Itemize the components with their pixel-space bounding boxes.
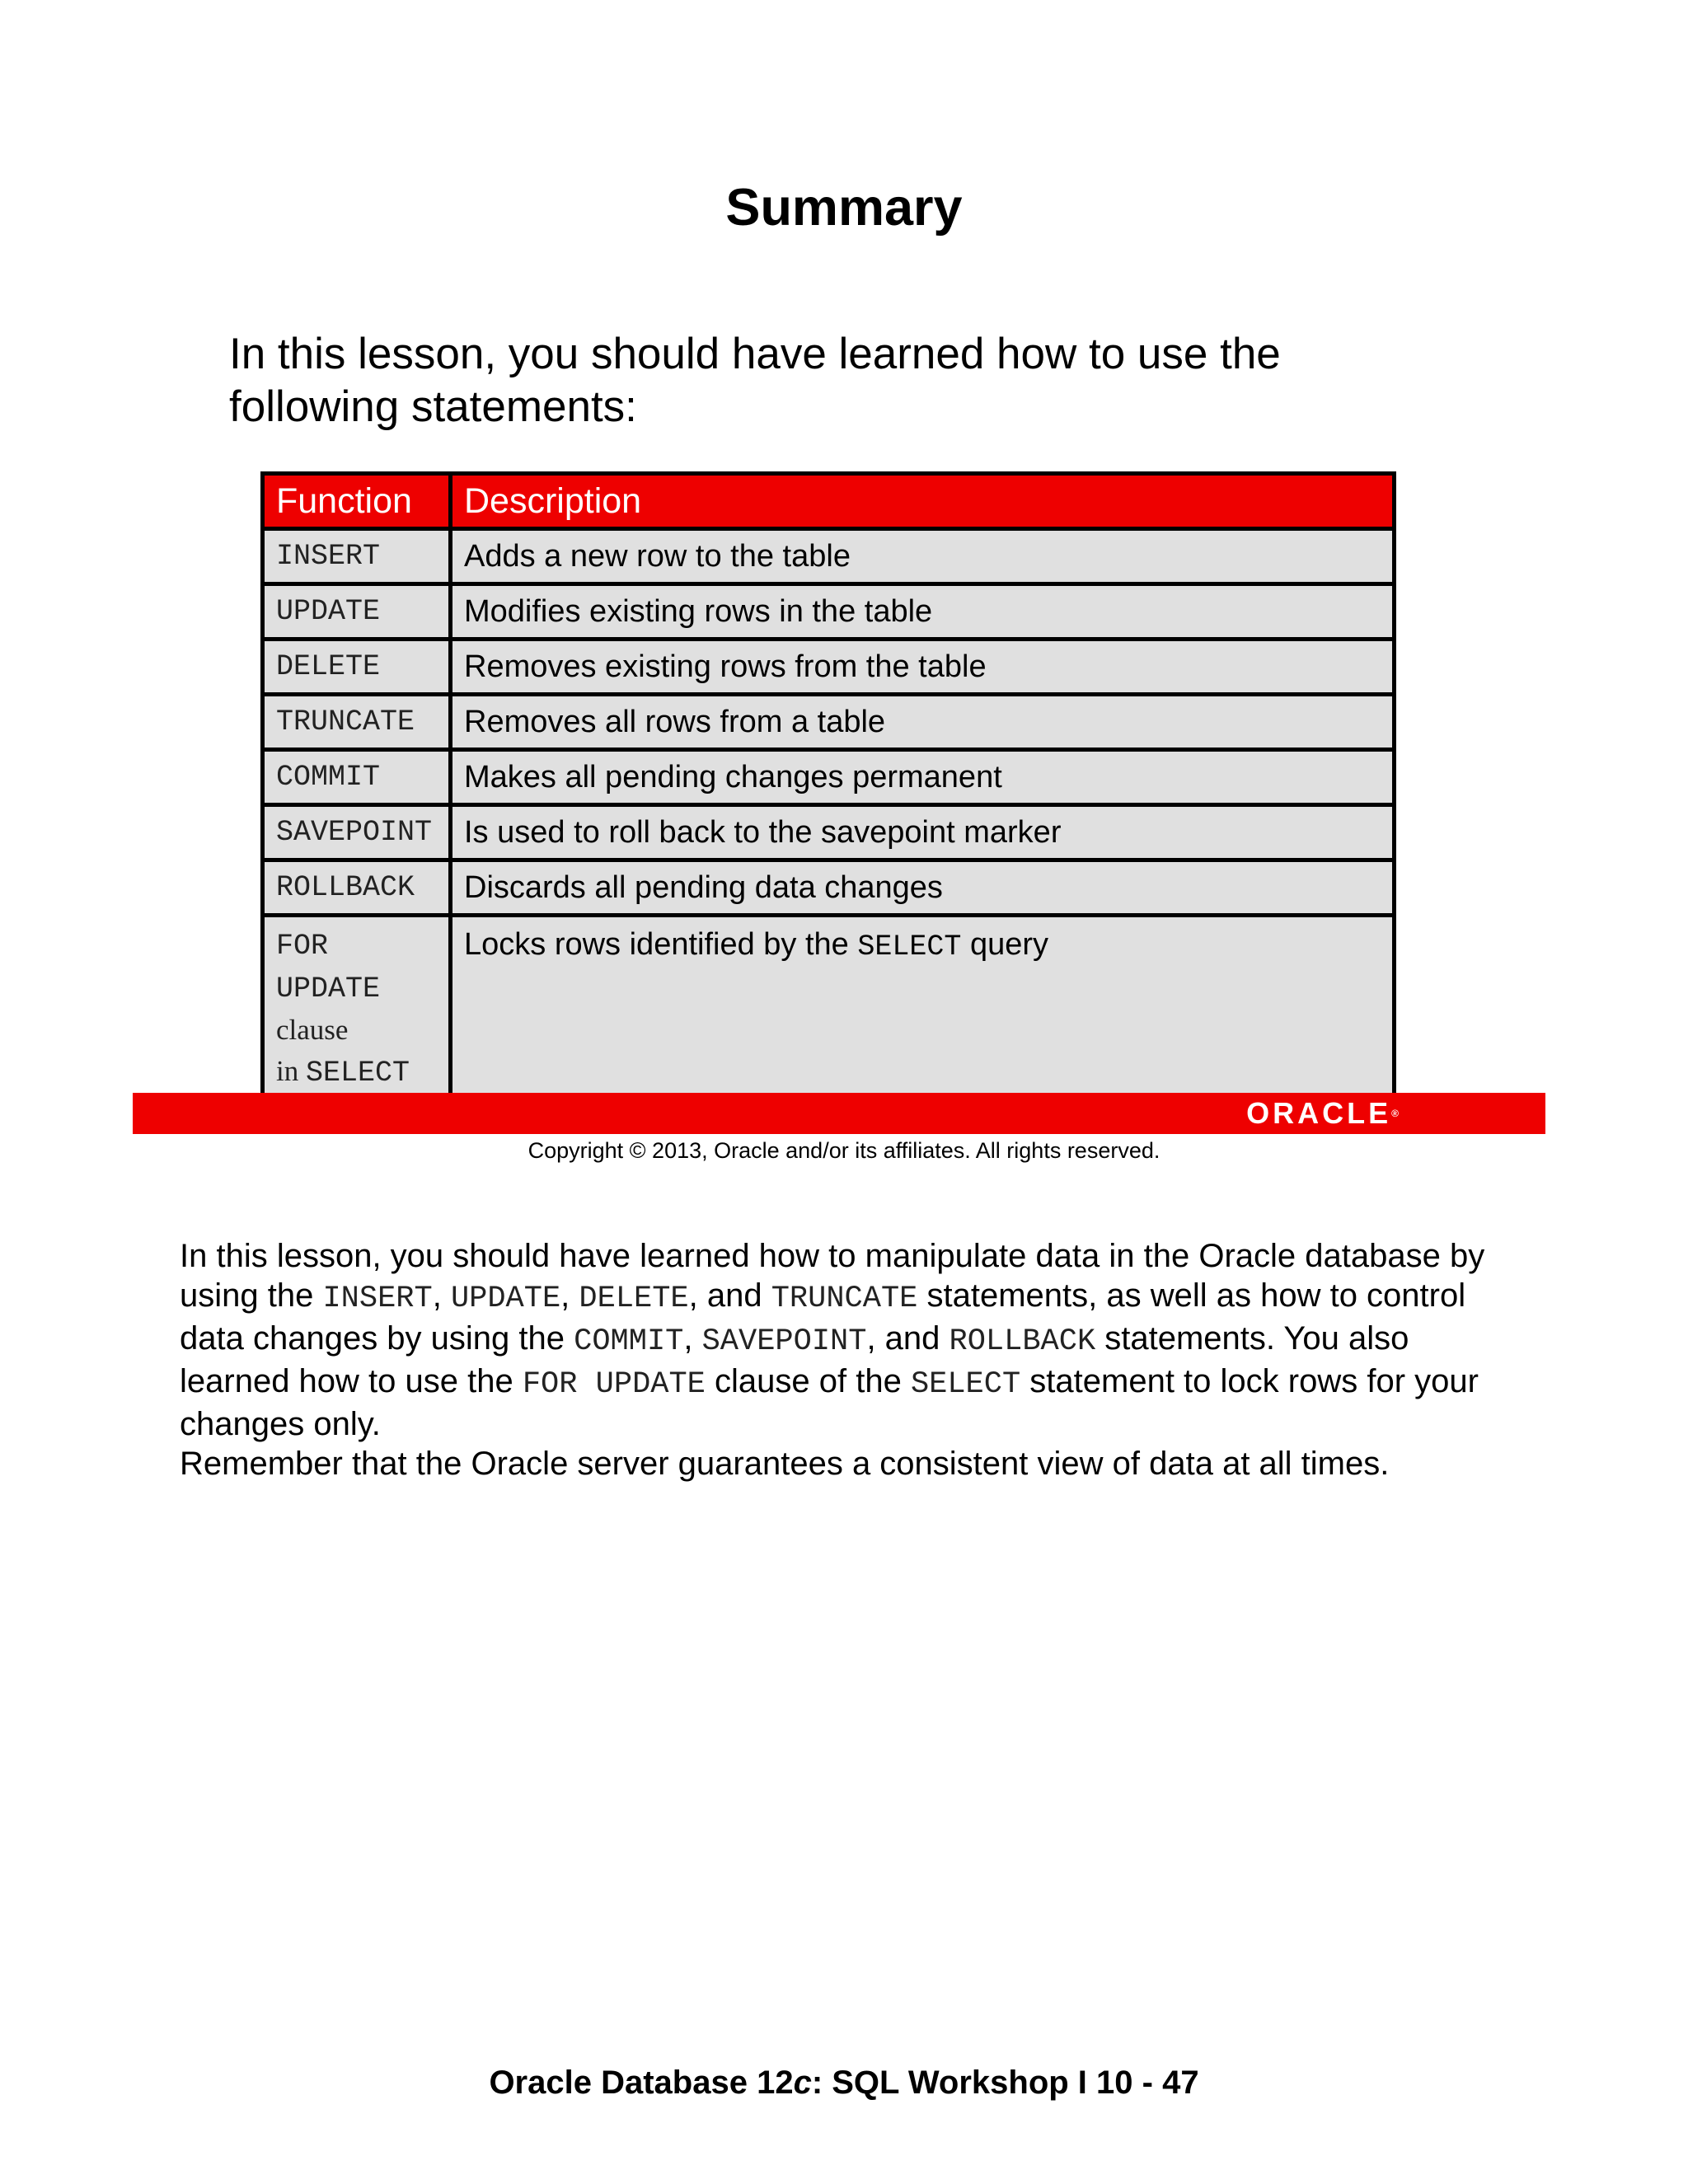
code-delete: DELETE [579, 1282, 689, 1316]
notes-paragraph [180, 1236, 1515, 1444]
code-truncate: TRUNCATE [771, 1282, 918, 1316]
notes-text: clause of the [705, 1363, 911, 1399]
code-insert: INSERT [322, 1282, 433, 1316]
code-select: SELECT [910, 1367, 1021, 1402]
oracle-banner [133, 1093, 1545, 1134]
notes-text: , [560, 1277, 579, 1314]
code-select: SELECT [305, 1057, 410, 1090]
copyright-notice: Copyright © 2013, Oracle and/or its affiliates. All rights reserved. [528, 1138, 1160, 1163]
slide-title: Summary [725, 179, 963, 237]
oracle-logo: ORACLE® [1246, 1096, 1399, 1130]
notes-text: , and [866, 1320, 950, 1357]
slide-intro: In this lesson, you should have learned how to use the following statements: [229, 330, 1281, 431]
table-row [263, 750, 1395, 805]
description-cell: Discards all pending data changes [451, 860, 1395, 916]
header-function: Function [263, 474, 451, 529]
function-cell: TRUNCATE [263, 695, 451, 750]
function-cell: COMMIT [263, 750, 451, 805]
function-cell [263, 916, 451, 1096]
description-cell: Modifies existing rows in the table [451, 584, 1395, 640]
description-cell: Removes all rows from a table [451, 695, 1395, 750]
footer-italic: c [793, 2064, 812, 2101]
description-cell: Adds a new row to the table [451, 529, 1395, 584]
description-cell: Removes existing rows from the table [451, 640, 1395, 695]
code-update: UPDATE [450, 1282, 561, 1316]
table-row [263, 805, 1395, 860]
code-for-update: FOR UPDATE [276, 930, 381, 1005]
description-cell: Is used to roll back to the savepoint marker [451, 805, 1395, 860]
clause-text: clause [276, 1014, 349, 1046]
function-cell: SAVEPOINT [263, 805, 451, 860]
desc-text: Locks rows identified by the [464, 927, 858, 962]
table-row [263, 860, 1395, 916]
code-commit: COMMIT [574, 1324, 684, 1359]
function-cell: DELETE [263, 640, 451, 695]
notes-paragraph: Remember that the Oracle server guarantees a consistent view of data at all times. [180, 1446, 1390, 1482]
code-rollback: ROLLBACK [949, 1324, 1096, 1359]
description-cell: Makes all pending changes permanent [451, 750, 1395, 805]
table-row [263, 529, 1395, 584]
function-cell: INSERT [263, 529, 451, 584]
footer-text: : SQL Workshop I 10 - 47 [811, 2064, 1199, 2101]
code-for-update: FOR UPDATE [522, 1367, 706, 1402]
code-savepoint: SAVEPOINT [701, 1324, 867, 1359]
function-cell: UPDATE [263, 584, 451, 640]
notes-text: , [432, 1277, 451, 1314]
desc-text: query [961, 927, 1049, 962]
oracle-logo-text: ORACLE [1246, 1096, 1392, 1130]
in-text: in [276, 1055, 306, 1087]
table-row [263, 695, 1395, 750]
notes-text: In this lesson, you should have learned how to manipulate data in the Oracle database by using the [180, 1238, 1485, 1314]
summary-table [260, 471, 1396, 1098]
header-description: Description [451, 474, 1395, 529]
description-cell [451, 916, 1395, 1096]
table-row [263, 584, 1395, 640]
code-select: SELECT [857, 930, 962, 963]
notes-text: , and [688, 1277, 771, 1314]
notes-text: statements. You also learned how to use the [180, 1320, 1409, 1399]
page-footer [0, 2062, 1688, 2103]
table-row [263, 916, 1395, 1096]
table-header-row [263, 474, 1395, 529]
footer-text: Oracle Database 12 [489, 2064, 794, 2101]
notes-text: statements, as well as how to control data changes by using the [180, 1277, 1466, 1357]
table-row [263, 640, 1395, 695]
function-cell: ROLLBACK [263, 860, 451, 916]
notes-text: statement to lock rows for your changes only. [180, 1363, 1479, 1442]
notes-text: , [683, 1320, 702, 1357]
